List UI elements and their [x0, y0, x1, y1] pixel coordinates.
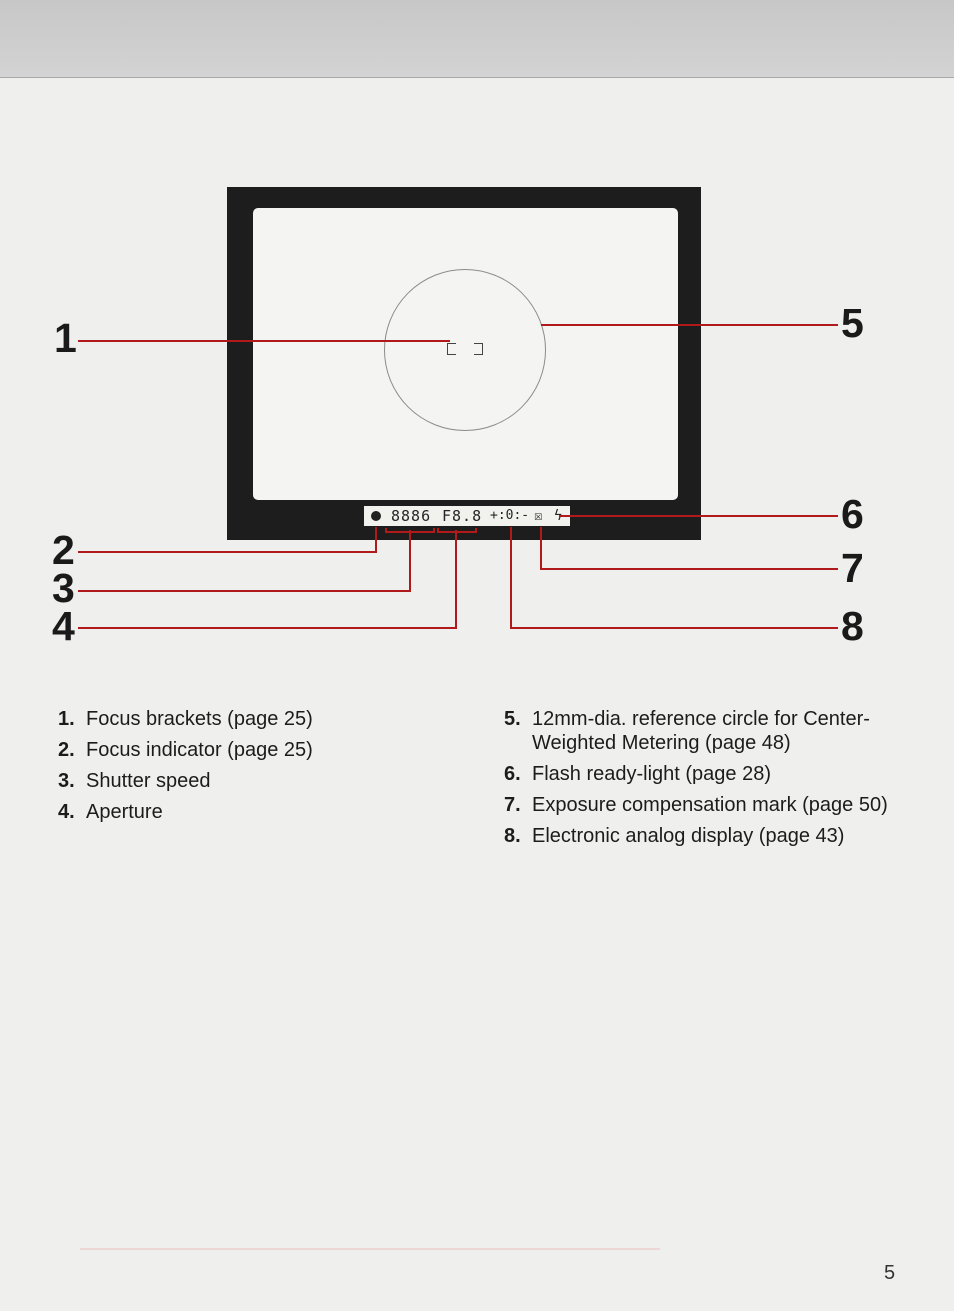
page-number: 5: [884, 1262, 896, 1284]
legend-text: Aperture: [86, 801, 163, 823]
callout-1: 1: [54, 315, 77, 361]
legend-text: Exposure compensation mark (page 50): [532, 794, 888, 816]
legend-number: 6.: [504, 763, 521, 785]
legend-item: [504, 762, 914, 786]
legend-item: [58, 707, 438, 731]
exposure-compensation-icon: ☒: [534, 508, 543, 524]
callout-5: 5: [841, 300, 864, 346]
legend-text: Flash ready-light (page 28): [532, 763, 772, 785]
legend-text: 12mm-dia. reference circle for Center-Weighted Metering (page 48): [532, 708, 870, 754]
legend-item: [504, 793, 914, 817]
leader-8: [511, 527, 838, 628]
legend-item: [504, 707, 914, 755]
lcd-shutter-speed: 8886: [391, 507, 432, 525]
legend-text: Shutter speed: [86, 770, 211, 792]
leader-3: [78, 530, 410, 591]
leader-4: [78, 530, 456, 628]
legend-item: [58, 769, 438, 793]
callout-7: 7: [841, 545, 864, 591]
callout-3: 3: [52, 565, 75, 611]
legend-left: [58, 707, 438, 831]
legend-number: 5.: [504, 708, 521, 730]
legend-text: Electronic analog display (page 43): [532, 825, 845, 847]
leader-7: [541, 527, 838, 569]
legend-text: Focus indicator (page 25): [86, 739, 313, 761]
callout-2: 2: [52, 527, 75, 573]
callout-6: 6: [841, 491, 864, 537]
legend-number: 7.: [504, 794, 521, 816]
flash-ready-icon: ϟ: [554, 508, 563, 524]
lcd-aperture: F8.8: [442, 507, 483, 525]
legend-right: [504, 707, 914, 855]
callout-8: 8: [841, 603, 864, 649]
leader-2: [78, 527, 376, 552]
legend-item: [58, 738, 438, 762]
legend-number: 4.: [58, 801, 75, 823]
legend-text: Focus brackets (page 25): [86, 708, 313, 730]
legend-item: [58, 800, 438, 824]
divider: [80, 1248, 660, 1250]
legend-item: [504, 824, 914, 848]
lcd-analog-display: +:0:-: [490, 508, 530, 523]
legend-number: 1.: [58, 708, 75, 730]
legend-number: 3.: [58, 770, 75, 792]
legend-number: 8.: [504, 825, 521, 847]
legend-number: 2.: [58, 739, 75, 761]
callout-4: 4: [52, 603, 75, 649]
